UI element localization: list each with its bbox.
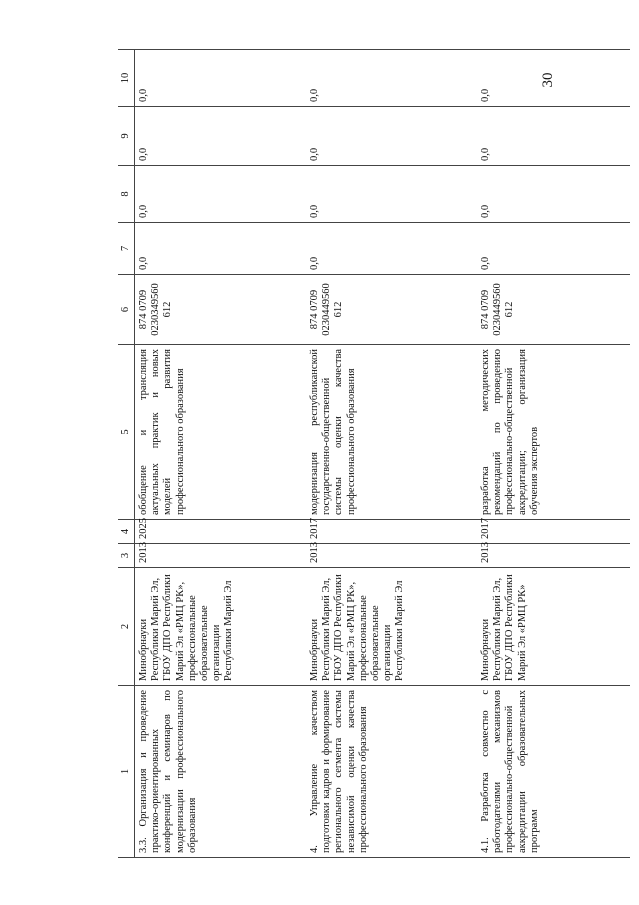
start-year-cell: 2013 <box>477 544 630 568</box>
table-row <box>135 50 307 858</box>
executor-cell: Минобрнауки Республики Марий Эл, ГБОУ ДПО Республики Марий Эл «РМЦ РК», профессиональные образовательные организации Республики Марий Эл <box>306 568 477 686</box>
funding-value-cell: 0,0 <box>135 50 307 107</box>
end-year-cell: 2017 <box>306 520 477 544</box>
column-number: 8 <box>118 166 135 223</box>
program-activities-table <box>118 49 630 858</box>
expected-result-cell: разработка методических рекомендаций по проведению профессионально-общественной аккредитации; организация обучения экспертов <box>477 345 630 520</box>
end-year-cell: 2017 <box>477 520 630 544</box>
activity-name-cell: 3.3. Организация и проведение практико-ориентированных конференций и семинаров по модернизации профессионального образования <box>135 686 307 858</box>
funding-value-cell: 0,0 <box>477 223 630 275</box>
activity-name-cell: 4. Управление качеством подготовки кадров и формирование регионального сегмента системы независимой оценки качества профессионального образования <box>306 686 477 858</box>
column-number: 10 <box>118 50 135 107</box>
start-year-cell: 2013 <box>135 544 307 568</box>
activity-name-cell: 4.1. Разработка совместно с работодателями механизмов профессионально-общественной аккредитации образовательных программ <box>477 686 630 858</box>
expected-result-cell: обобщение и трансляция актуальных практик и новых моделей развития профессионального образования <box>135 345 307 520</box>
column-number: 5 <box>118 345 135 520</box>
budget-code-cell: 874 0709 0230449560 612 <box>477 275 630 345</box>
funding-value-cell: 0,0 <box>477 107 630 166</box>
budget-code-cell: 874 0709 0230449560 612 <box>306 275 477 345</box>
end-year-cell: 2025 <box>135 520 307 544</box>
funding-value-cell: 0,0 <box>306 50 477 107</box>
executor-cell: Минобрнауки Республики Марий Эл, ГБОУ ДПО Республики Марий Эл «РМЦ РК» <box>477 568 630 686</box>
column-number: 7 <box>118 223 135 275</box>
start-year-cell: 2013 <box>306 544 477 568</box>
column-number: 2 <box>118 568 135 686</box>
program-table-rotated <box>118 50 638 858</box>
column-number: 1 <box>118 686 135 858</box>
funding-value-cell: 0,0 <box>477 166 630 223</box>
column-number: 9 <box>118 107 135 166</box>
table-row <box>477 50 630 858</box>
table-row <box>306 50 477 858</box>
executor-cell: Минобрнауки Республики Марий Эл, ГБОУ ДПО Республики Марий Эл «РМЦ РК», профессиональные образовательные организации Республики Марий Эл <box>135 568 307 686</box>
budget-code-cell: 874 0709 0230349560 612 <box>135 275 307 345</box>
funding-value-cell: 0,0 <box>135 107 307 166</box>
funding-value-cell: 0,0 <box>135 223 307 275</box>
funding-value-cell: 0,0 <box>477 50 630 107</box>
column-number: 4 <box>118 520 135 544</box>
column-number-row <box>118 50 135 858</box>
funding-value-cell: 0,0 <box>306 107 477 166</box>
funding-value-cell: 0,0 <box>306 166 477 223</box>
funding-value-cell: 0,0 <box>135 166 307 223</box>
column-number: 3 <box>118 544 135 568</box>
page-number: 30 <box>540 72 556 88</box>
funding-value-cell: 0,0 <box>306 223 477 275</box>
column-number: 6 <box>118 275 135 345</box>
expected-result-cell: модернизация республиканской государственно-общественной системы оценки качества профессионального образования <box>306 345 477 520</box>
